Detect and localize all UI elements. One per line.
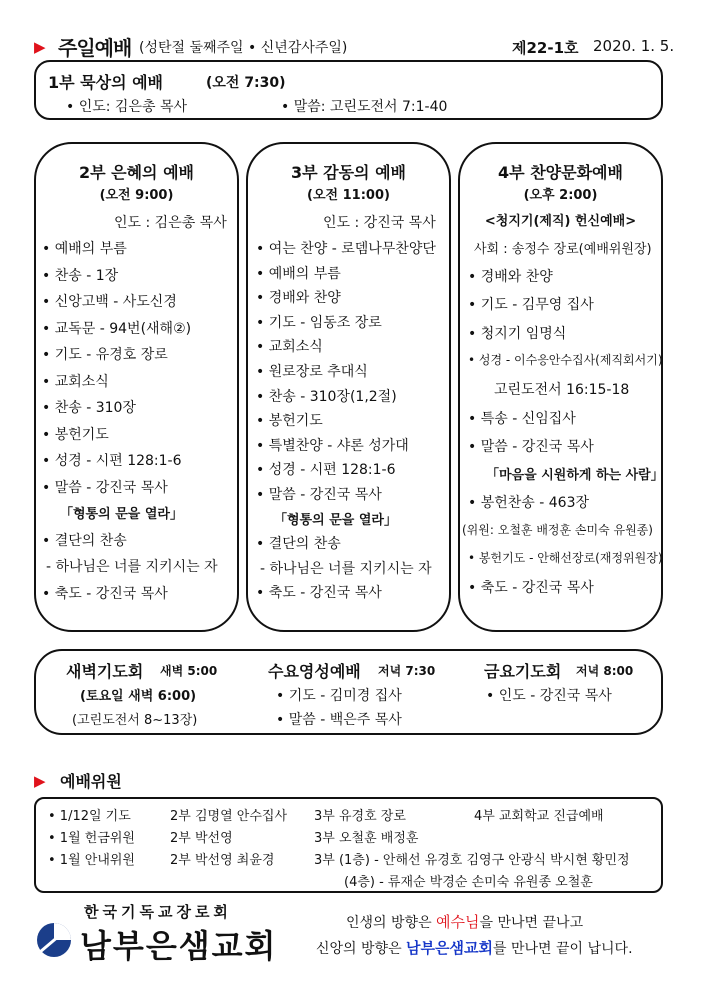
service4-subtitle: <청지기(제직) 헌신예배> (484, 214, 637, 229)
service4-title: 4부 찬양문화예배 (498, 163, 623, 182)
service1-time: (오전 7:30) (206, 75, 286, 91)
dawn-saturday-time: (토요일 새벽 6:00) (80, 689, 197, 704)
service3-order-item: • 특별찬양 - 샤론 성가대 (256, 437, 409, 454)
friday-prayer-title: 금요기도회 (484, 662, 562, 681)
service3-order-item: • 경배와 찬양 (256, 290, 341, 307)
service2-order-item: • 신앙고백 - 사도신경 (42, 294, 177, 310)
slogan1-highlight: 예수님 (436, 913, 480, 931)
service4-order-item: • 말씀 - 강진국 목사 (468, 438, 594, 455)
friday-leader: • 인도 - 강진국 목사 (486, 688, 612, 704)
service2-order-item: • 축도 - 강진국 목사 (42, 585, 168, 602)
committee-title: 예배위원 (60, 772, 122, 791)
service4-order-item: 고린도전서 16:15-18 (494, 382, 630, 399)
service2-order-item: • 교회소식 (42, 373, 109, 390)
footer-slogan-line1 (346, 911, 583, 932)
service4-time: (오후 2:00) (523, 188, 598, 203)
service4-order-item: • 성경 - 이수응안수집사(제직회서기) (468, 352, 663, 367)
service4-order-item: • 봉헌찬송 - 463장 (468, 495, 590, 512)
committee-cell: 3부 (1층) - 안해선 유경호 김영구 안광식 박시현 황민정 (314, 853, 630, 868)
committee-cell: 3부 오철훈 배정훈 (314, 831, 419, 846)
service4-leader: 사회 : 송정수 장로(예배위원장) (474, 242, 652, 257)
service2-order-item: • 말씀 - 강진국 목사 (42, 479, 168, 496)
service3-order-item: • 예배의 부름 (256, 265, 341, 282)
church-logo-icon (36, 922, 72, 958)
issue-number: 제22-1호 (512, 39, 579, 57)
service1-leader: • 인도: 김은총 목사 (66, 99, 187, 115)
service2-order-item: • 교독문 - 94번(새해②) (42, 320, 192, 337)
wednesday-prayer: • 기도 - 김미경 집사 (276, 688, 402, 704)
service4-order-item: • 기도 - 김무영 집사 (468, 297, 594, 314)
footer-slogan-line2 (316, 937, 633, 958)
wednesday-service-title: 수요영성예배 (268, 662, 361, 681)
service2-order-item: • 성경 - 시편 128:1-6 (42, 453, 182, 469)
committee-cell: 2부 김명열 안수집사 (170, 809, 287, 824)
dawn-scripture: (고린도전서 8~13장) (72, 713, 198, 728)
committee-cell: • 1/12일 기도 (48, 809, 131, 824)
service2-order-item: • 봉헌기도 (42, 426, 109, 443)
weekday-box (34, 649, 663, 735)
service3-order-item: • 결단의 찬송 (256, 536, 341, 553)
service3-order-item: 「형통의 문을 열라」 (274, 512, 397, 528)
committee-arrow-icon: ▶ (34, 772, 46, 790)
service3-order-item: • 축도 - 강진국 목사 (256, 585, 382, 602)
committee-cell: 4부 교회학교 진급예배 (474, 809, 604, 824)
service2-order-item: • 찬송 - 310장 (42, 400, 136, 416)
committee-cell: 2부 박선영 최윤경 (170, 853, 275, 868)
wednesday-sermon: • 말씀 - 백은주 목사 (276, 712, 402, 728)
page-subtitle: (성탄절 둘째주일 • 신년감사주일) (139, 40, 348, 56)
service4-order-item: 「마음을 시원하게 하는 사람」 (486, 468, 664, 484)
service2-time: (오전 9:00) (99, 188, 174, 203)
header-arrow-icon: ▶ (34, 38, 46, 56)
committee-cell: • 1월 헌금위원 (48, 831, 135, 846)
slogan1-part-c: 을 만나면 끝나고 (479, 915, 584, 931)
committee-cell: • 1월 안내위원 (48, 853, 135, 868)
service3-order-item: • 교회소식 (256, 339, 323, 356)
service2-order-item: • 결단의 찬송 (42, 532, 127, 549)
service4-box (458, 142, 663, 632)
service2-order-item: • 예배의 부름 (42, 241, 127, 257)
service2-leader: 인도 : 김은총 목사 (114, 215, 227, 231)
church-name-logo: 남부은샘교회 (80, 927, 278, 965)
service3-order-item: • 성경 - 시편 128:1-6 (256, 462, 396, 479)
service2-title: 2부 은혜의 예배 (78, 163, 194, 182)
service2-order-item: - 하나님은 너를 지키시는 자 (46, 559, 218, 575)
slogan2-part-c: 를 만나면 끝이 납니다. (493, 941, 633, 957)
denomination-name: 한국기독교장로회 (84, 903, 232, 921)
service1-scripture: • 말씀: 고린도전서 7:1-40 (281, 99, 448, 115)
service3-order-item: • 말씀 - 강진국 목사 (256, 487, 382, 503)
service3-order-item: • 봉헌기도 (256, 413, 323, 430)
service1-title: 1부 묵상의 예배 (48, 73, 164, 92)
friday-prayer-time: 저녁 8:00 (576, 664, 634, 678)
service4-order-item: (위원: 오철훈 배정훈 손미숙 유원종) (462, 522, 653, 537)
service2-order-item: • 기도 - 유경호 장로 (42, 347, 168, 363)
service4-order-item: • 청지기 임명식 (468, 325, 567, 342)
service4-order-item: • 봉헌기도 - 안해선장로(재정위원장) (468, 551, 663, 565)
dawn-prayer-time: 새벽 5:00 (160, 664, 218, 678)
service3-order-item: • 여는 찬양 - 로뎀나무찬양단 (256, 241, 436, 257)
issue-date: 2020. 1. 5. (593, 37, 675, 55)
page-title: 주일예배 (58, 36, 132, 60)
service3-order-item: - 하나님은 너를 지키시는 자 (260, 560, 432, 577)
committee-4f-ushers: (4층) - 류재순 박경순 손미숙 유원종 오철훈 (344, 875, 593, 890)
wednesday-service-time: 저녁 7:30 (378, 664, 436, 678)
service4-order-item: • 특송 - 신임집사 (468, 410, 576, 427)
slogan1-part-a: 인생의 방향은 (346, 915, 437, 931)
service2-order-item: • 찬송 - 1장 (42, 267, 119, 284)
service2-box (34, 142, 239, 632)
service3-box (246, 142, 451, 632)
service3-order-item: • 기도 - 임동조 장로 (256, 314, 382, 331)
service3-time: (오전 11:00) (307, 188, 390, 203)
service2-order-item: 「형통의 문을 열라」 (60, 507, 183, 522)
service3-title: 3부 감동의 예배 (290, 163, 406, 182)
slogan2-part-a: 신앙의 방향은 (316, 941, 407, 957)
slogan2-highlight: 남부은샘교회 (406, 939, 493, 957)
service4-order-item: • 경배와 찬양 (468, 269, 553, 285)
service3-order-item: • 찬송 - 310장(1,2절) (256, 388, 397, 405)
service3-leader: 인도 : 강진국 목사 (323, 215, 436, 231)
committee-cell: 3부 유경호 장로 (314, 809, 406, 824)
service4-order-item: • 축도 - 강진국 목사 (468, 580, 594, 597)
service3-order-item: • 원로장로 추대식 (256, 364, 368, 380)
service1-box (34, 60, 663, 120)
committee-box (34, 797, 663, 893)
committee-cell: 2부 박선영 (170, 831, 233, 846)
dawn-prayer-title: 새벽기도회 (66, 662, 144, 681)
